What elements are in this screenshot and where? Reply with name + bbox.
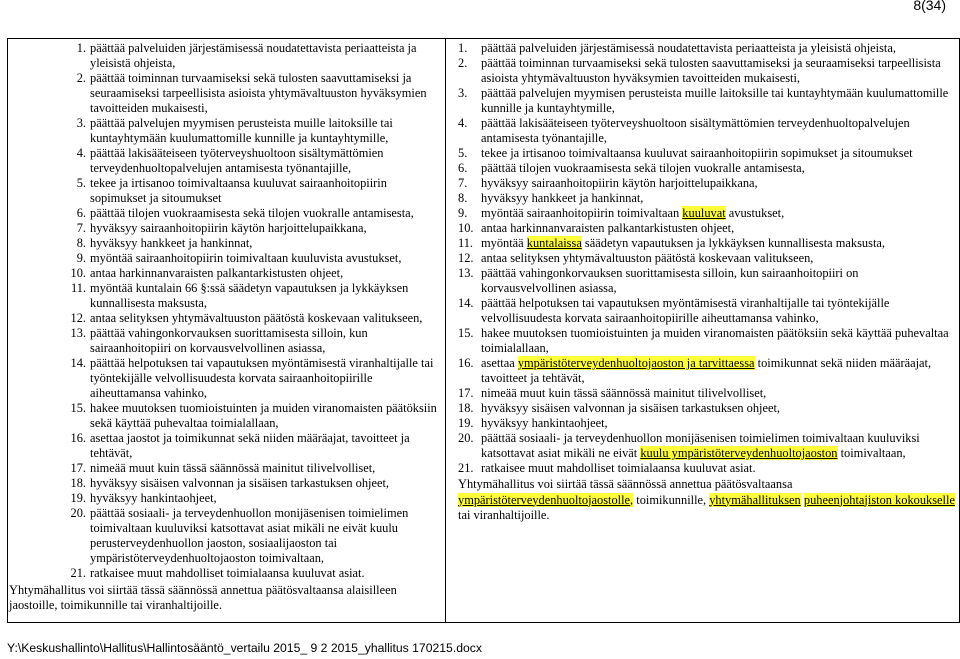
list-item bbox=[458, 146, 955, 161]
item-number: 10. bbox=[70, 266, 86, 280]
list-item bbox=[70, 566, 441, 581]
item-number: 3. bbox=[76, 116, 86, 130]
text-segment: päättää lakisääteiseen työterveyshuoltoon sisältymättömien terveydenhuoltopalvelujen antamisesta työnantajille, bbox=[481, 116, 910, 145]
item-text bbox=[481, 56, 955, 86]
item-text: hyväksyy sisäisen valvonnan ja sisäisen tarkastuksen ohjeet, bbox=[90, 476, 390, 490]
list-item bbox=[76, 251, 441, 266]
item-number: 3. bbox=[458, 86, 468, 100]
item-number: 20. bbox=[70, 506, 86, 520]
list-item bbox=[458, 221, 955, 236]
right-closing-paragraph bbox=[458, 477, 958, 524]
file-path-footer: Y:\Keskushallinto\Hallitus\Hallintosääntö_vertailu 2015_ 9 2 2015_yhallitus 170215.docx bbox=[7, 641, 482, 655]
item-number: 4. bbox=[458, 116, 468, 130]
text-segment: ratkaisee muut mahdolliset toimialaansa kuuluvat asiat. bbox=[481, 461, 756, 475]
list-item bbox=[458, 326, 955, 356]
item-number: 1. bbox=[76, 41, 86, 55]
list-item bbox=[76, 221, 441, 236]
item-number: 12. bbox=[458, 251, 474, 265]
item-text: ratkaisee muut mahdolliset toimialaansa kuuluvat asiat. bbox=[90, 566, 365, 580]
list-item bbox=[70, 476, 441, 491]
item-text: nimeää muut kuin tässä säännössä mainitut tilivelvolliset, bbox=[90, 461, 376, 475]
item-text bbox=[481, 86, 955, 116]
list-item bbox=[458, 401, 955, 416]
text-segment: toimikunnat sekä niiden määräajat, tavoitteet ja tehtävät, bbox=[481, 356, 932, 385]
item-number: 7. bbox=[458, 176, 468, 190]
item-text bbox=[481, 266, 955, 296]
list-item bbox=[76, 41, 441, 71]
list-item bbox=[70, 401, 441, 431]
list-item bbox=[458, 41, 955, 56]
text-segment: myöntää bbox=[481, 236, 527, 250]
item-number: 21. bbox=[458, 461, 474, 475]
item-text: päättää sosiaali- ja terveydenhuollon monijäsenisen toimielimen toimivaltaan kuuluviksi katsottavat asiat mikäli ne eivät kuulu perusterveydenhuollon jaoston, sosiaalijaoston tai ympäristöterveydenhuoltojaoston toimivaltaan, bbox=[90, 506, 409, 565]
list-item bbox=[70, 326, 441, 356]
item-number: 17. bbox=[70, 461, 86, 475]
item-number: 10. bbox=[458, 221, 474, 235]
item-text: päättää helpotuksen tai vapautuksen myöntämisestä viranhaltijalle tai työntekijälle velvollisuudesta korvata sairaanhoitopiirille aiheuttamansa vahinko, bbox=[90, 356, 434, 400]
text-segment: päättää helpotuksen tai vapautuksen myöntämisestä viranhaltijalle tai työntekijälle velvollisuudesta korvata sairaanhoitopiirille aiheuttamansa vahinko, bbox=[481, 296, 890, 325]
list-item bbox=[458, 266, 955, 296]
list-item bbox=[76, 206, 441, 221]
list-item bbox=[458, 416, 955, 431]
item-text: myöntää sairaanhoitopiirin toimivaltaan kuuluvista avustukset, bbox=[90, 251, 402, 265]
item-text: päättää lakisääteiseen työterveyshuoltoon sisältymättömien terveydenhuoltopalvelujen antamisesta työnantajille, bbox=[90, 146, 384, 175]
list-item bbox=[458, 251, 955, 266]
page-number: 8(34) bbox=[913, 0, 946, 13]
item-text: myöntää kuntalain 66 §:ssä säädetyn vapautuksen ja lykkäyksen kunnallisesta maksusta, bbox=[90, 281, 409, 310]
item-number: 1. bbox=[458, 41, 468, 55]
highlighted-change: ympäristöterveydenhuoltojaostolle, bbox=[458, 492, 634, 507]
list-item bbox=[458, 206, 955, 221]
item-number: 19. bbox=[458, 416, 474, 430]
item-text: tekee ja irtisanoo toimivaltaansa kuuluvat sairaanhoitopiirin sopimukset ja sitoumukset bbox=[90, 176, 387, 205]
item-text: päättää tilojen vuokraamisesta sekä tilojen vuokralle antamisesta, bbox=[90, 206, 414, 220]
list-item bbox=[458, 386, 955, 401]
text-segment: säädetyn vapautuksen ja lykkäyksen kunnallisesta maksusta, bbox=[581, 236, 885, 250]
left-column-original bbox=[8, 39, 446, 623]
text-segment: hyväksyy hankkeet ja hankinnat, bbox=[481, 191, 644, 205]
list-item bbox=[458, 56, 955, 86]
item-text: asettaa jaostot ja toimikunnat sekä niiden määräajat, tavoitteet ja tehtävät, bbox=[90, 431, 410, 460]
text-segment: päättää palveluiden järjestämisessä noudatettavista periaatteista ja yleisistä ohjeista, bbox=[481, 41, 896, 55]
item-text bbox=[481, 386, 955, 401]
item-number: 2. bbox=[76, 71, 86, 85]
item-number: 15. bbox=[458, 326, 474, 340]
text-segment: myöntää sairaanhoitopiirin toimivaltaan bbox=[481, 206, 683, 220]
list-item bbox=[458, 116, 955, 146]
list-item bbox=[70, 431, 441, 461]
item-number: 18. bbox=[70, 476, 86, 490]
text-segment: tekee ja irtisanoo toimivaltaansa kuuluvat sairaanhoitopiirin sopimukset ja sitoumukset bbox=[481, 146, 913, 160]
item-text: antaa selityksen yhtymävaltuuston päätöstä koskevaan valitukseen, bbox=[90, 311, 423, 325]
list-item bbox=[70, 311, 441, 326]
item-text bbox=[481, 176, 955, 191]
item-number: 2. bbox=[458, 56, 468, 70]
item-text: päättää vahingonkorvauksen suorittamisesta silloin, kun sairaanhoitopiiri on korvausvelvollinen asiassa, bbox=[90, 326, 368, 355]
item-number: 20. bbox=[458, 431, 474, 445]
item-number: 18. bbox=[458, 401, 474, 415]
item-text: päättää palveluiden järjestämisessä noudatettavista periaatteista ja yleisistä ohjeista, bbox=[90, 41, 417, 70]
list-item bbox=[76, 236, 441, 251]
list-item bbox=[458, 176, 955, 191]
item-text bbox=[481, 251, 955, 266]
item-number: 19. bbox=[70, 491, 86, 505]
item-text: antaa harkinnanvaraisten palkantarkistusten ohjeet, bbox=[90, 266, 344, 280]
item-number: 8. bbox=[76, 236, 86, 250]
highlighted-change: yhtymähallituksen bbox=[709, 492, 801, 507]
item-number: 9. bbox=[76, 251, 86, 265]
item-text bbox=[481, 431, 955, 461]
item-text bbox=[481, 116, 955, 146]
text-segment: Yhtymähallitus voi siirtää tässä säännössä annettua päätösvaltaansa bbox=[458, 477, 793, 491]
item-text: päättää palvelujen myymisen perusteista muille laitoksille tai kuntayhtymään kuulumattomille kunnille ja kuntayhtymille, bbox=[90, 116, 393, 145]
item-text: hyväksyy sairaanhoitopiirin käytön harjoittelupaikkana, bbox=[90, 221, 367, 235]
list-item bbox=[458, 86, 955, 116]
highlighted-change: puheenjohtajiston kokoukselle bbox=[803, 492, 955, 507]
list-item bbox=[458, 356, 955, 386]
item-number: 9. bbox=[458, 206, 468, 220]
list-item bbox=[70, 461, 441, 476]
item-text bbox=[481, 206, 955, 221]
text-segment: hakee muutoksen tuomioistuinten ja muiden viranomaisten päätöksiin sekä käyttää puhevaltaa toimialallaan, bbox=[481, 326, 949, 355]
item-number: 12. bbox=[70, 311, 86, 325]
highlighted-change: kuntalaissa bbox=[526, 236, 582, 250]
item-number: 11. bbox=[458, 236, 474, 250]
item-text: päättää toiminnan turvaamiseksi sekä tulosten saavuttamiseksi ja seuraamiseksi tarpeellisista asioista yhtymävaltuuston hyväksymien tavoitteiden mukaisesti, bbox=[90, 71, 427, 115]
right-column-revised bbox=[446, 39, 960, 623]
item-text bbox=[481, 236, 955, 251]
comparison-table bbox=[7, 38, 960, 623]
text-segment: hyväksyy sairaanhoitopiirin käytön harjoittelupaikkana, bbox=[481, 176, 758, 190]
item-number: 14. bbox=[458, 296, 474, 310]
item-number: 14. bbox=[70, 356, 86, 370]
list-item bbox=[458, 461, 955, 476]
list-item bbox=[458, 161, 955, 176]
highlighted-change: kuuluvat bbox=[682, 206, 726, 220]
list-item bbox=[70, 281, 441, 311]
left-closing-paragraph: Yhtymähallitus voi siirtää tässä säännössä annettua päätösvaltaansa alaisilleen jaostoille, toimikunnille tai viranhaltijoille. bbox=[9, 583, 397, 612]
list-item bbox=[76, 71, 441, 116]
right-numbered-list bbox=[458, 41, 955, 476]
item-text bbox=[481, 296, 955, 326]
item-number: 15. bbox=[70, 401, 86, 415]
item-number: 13. bbox=[458, 266, 474, 280]
item-text: hyväksyy hankintaohjeet, bbox=[90, 491, 217, 505]
item-text bbox=[481, 191, 955, 206]
item-number: 4. bbox=[76, 146, 86, 160]
item-text bbox=[481, 416, 955, 431]
item-number: 13. bbox=[70, 326, 86, 340]
item-text bbox=[481, 356, 955, 386]
item-text bbox=[481, 221, 955, 236]
item-number: 6. bbox=[458, 161, 468, 175]
text-segment: hyväksyy sisäisen valvonnan ja sisäisen tarkastuksen ohjeet, bbox=[481, 401, 781, 415]
item-number: 7. bbox=[76, 221, 86, 235]
item-text bbox=[481, 146, 955, 161]
list-item bbox=[76, 176, 441, 206]
text-segment: päättää toiminnan turvaamiseksi sekä tulosten saavuttamiseksi ja seuraamiseksi tarpeellisista asioista yhtymävaltuuston hyväksymien tavoitteiden mukaisesti, bbox=[481, 56, 941, 85]
list-item bbox=[458, 236, 955, 251]
item-number: 6. bbox=[76, 206, 86, 220]
text-segment: antaa selityksen yhtymävaltuuston päätöstä koskevaan valitukseen, bbox=[481, 251, 814, 265]
list-item bbox=[70, 506, 441, 566]
item-number: 8. bbox=[458, 191, 468, 205]
list-item bbox=[458, 191, 955, 206]
item-number: 21. bbox=[70, 566, 86, 580]
list-item bbox=[76, 146, 441, 176]
item-number: 16. bbox=[458, 356, 474, 370]
item-number: 5. bbox=[458, 146, 468, 160]
list-item bbox=[70, 266, 441, 281]
highlighted-change: kuulu ympäristöterveydenhuoltojaoston bbox=[640, 446, 838, 460]
item-text bbox=[481, 41, 955, 56]
text-segment: antaa harkinnanvaraisten palkantarkistusten ohjeet, bbox=[481, 221, 735, 235]
item-number: 5. bbox=[76, 176, 86, 190]
list-item bbox=[76, 116, 441, 146]
item-text: hyväksyy hankkeet ja hankinnat, bbox=[90, 236, 253, 250]
text-segment: päättää vahingonkorvauksen suorittamisesta silloin, kun sairaanhoitopiiri on korvausvelvollinen asiassa, bbox=[481, 266, 859, 295]
item-text bbox=[481, 461, 955, 476]
list-item bbox=[458, 296, 955, 326]
list-item bbox=[70, 356, 441, 401]
highlighted-change: ympäristöterveydenhuoltojaoston ja tarvittaessa bbox=[517, 356, 755, 370]
item-text: hakee muutoksen tuomioistuinten ja muiden viranomaisten päätöksiin sekä käyttää puhevaltaa toimialallaan, bbox=[90, 401, 437, 430]
text-segment: hyväksyy hankintaohjeet, bbox=[481, 416, 608, 430]
text-segment: päättää palvelujen myymisen perusteista muille laitoksille tai kuntayhtymään kuulumattomille kunnille ja kuntayhtymille, bbox=[481, 86, 949, 115]
text-segment: avustukset, bbox=[725, 206, 785, 220]
list-item bbox=[70, 491, 441, 506]
item-text bbox=[481, 161, 955, 176]
item-text bbox=[481, 401, 955, 416]
item-number: 17. bbox=[458, 386, 474, 400]
left-numbered-list bbox=[58, 41, 441, 581]
item-text bbox=[481, 326, 955, 356]
text-segment: päättää tilojen vuokraamisesta sekä tilojen vuokralle antamisesta, bbox=[481, 161, 805, 175]
text-segment: toimikunnille, bbox=[633, 492, 710, 507]
list-item bbox=[458, 431, 955, 461]
text-segment: nimeää muut kuin tässä säännössä mainitut tilivelvolliset, bbox=[481, 386, 767, 400]
text-segment: päättää sosiaali- ja terveydenhuollon monijäsenisen toimielimen toimivaltaan kuuluviksi katsottavat asiat mikäli ne eivät bbox=[481, 431, 920, 460]
item-number: 11. bbox=[70, 281, 86, 295]
item-number: 16. bbox=[70, 431, 86, 445]
text-segment: toimivaltaan, bbox=[837, 446, 906, 460]
text-segment: tai viranhaltijoille. bbox=[458, 508, 550, 522]
text-segment: asettaa bbox=[481, 356, 518, 370]
